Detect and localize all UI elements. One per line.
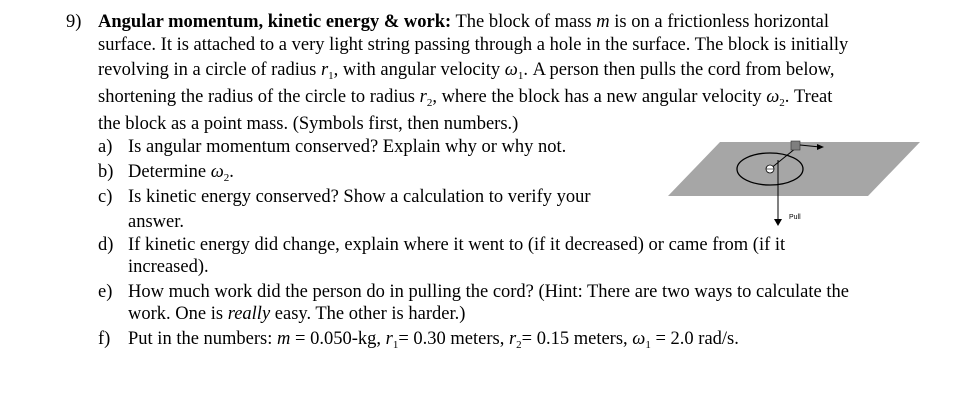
part-d-label: d) bbox=[98, 235, 114, 255]
part-e-text-1: How much work did the person do in pulling the cord? (Hint: There are two ways to calculate the bbox=[128, 282, 849, 302]
part-f-label: f) bbox=[98, 329, 111, 349]
block bbox=[791, 141, 800, 150]
part-c-label: c) bbox=[98, 187, 113, 207]
stem-line-1: Angular momentum, kinetic energy & work: The block of mass m is on a frictionless horizontal bbox=[98, 12, 830, 32]
var-m: m bbox=[596, 12, 610, 32]
part-d-text-1: If kinetic energy did change, explain where it went to (if it decreased) or came from (if it bbox=[128, 235, 786, 255]
part-a-label: a) bbox=[98, 137, 113, 157]
part-e-label: e) bbox=[98, 282, 113, 302]
stem-line-2: surface. It is attached to a very light string passing through a hole in the surface. The block is initially bbox=[98, 35, 849, 55]
part-c-text-2: answer. bbox=[128, 212, 184, 232]
part-e-text-2: work. One is really easy. The other is harder.) bbox=[128, 304, 466, 324]
pull-label: Pull bbox=[789, 214, 801, 221]
part-f-text: Put in the numbers: m = 0.050-kg, $r_1= 0.30$ meters, $r_2= 0.15$ meters, $\omega_1 = 2.0$ rad/s. bbox=[128, 329, 739, 351]
part-b-text: Determine $\omega_2$. bbox=[128, 162, 234, 184]
stem-line-5: the block as a point mass. (Symbols first, then numbers.) bbox=[98, 114, 519, 134]
problem-title: Angular momentum, kinetic energy & work: bbox=[98, 12, 452, 32]
pull-arrowhead bbox=[774, 219, 782, 226]
part-a-text: Is angular momentum conserved? Explain why or why not. bbox=[128, 137, 567, 157]
stem-line-4: shortening the radius of the circle to radius $r_2$, where the block has a new angular velocity $\omega_2$. Treat bbox=[98, 87, 833, 109]
stem-line-3: revolving in a circle of radius $r_1$, with angular velocity $\omega_1$. A person then pulls the cord from below, bbox=[98, 60, 835, 82]
part-b-label: b) bbox=[98, 162, 114, 182]
problem-number: 9) bbox=[66, 12, 82, 32]
part-d-text-2: increased). bbox=[128, 257, 209, 277]
part-c-text-1: Is kinetic energy conserved? Show a calculation to verify your bbox=[128, 187, 591, 207]
